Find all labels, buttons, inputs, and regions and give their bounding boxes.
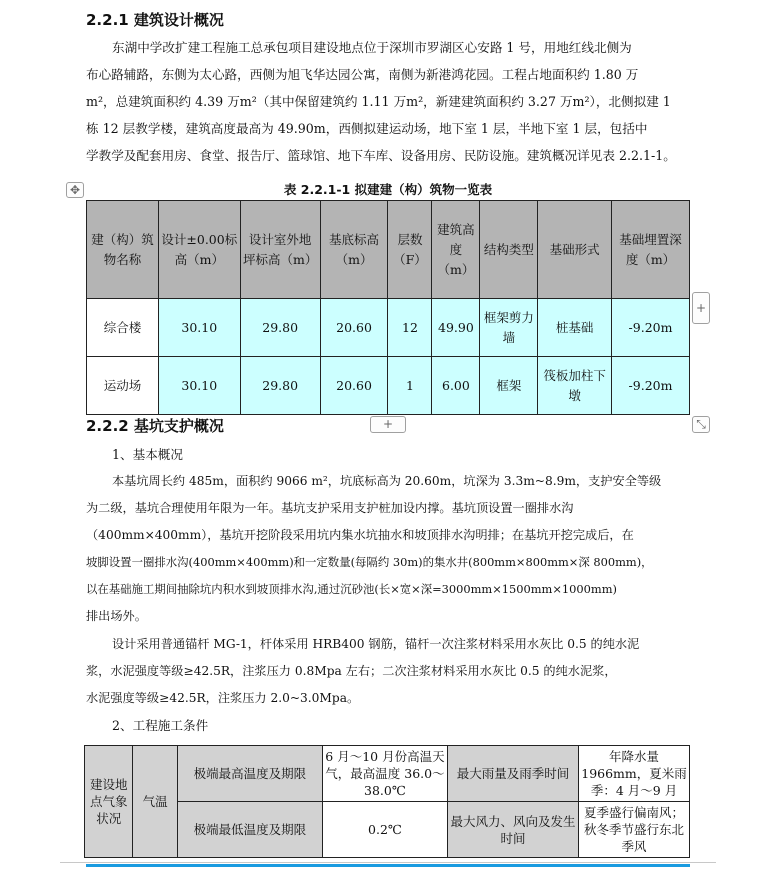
- header-cell: 设计室外地坪标高（m）: [240, 201, 320, 299]
- table-cell: 1: [388, 357, 432, 415]
- paragraph-line: m²，总建筑面积约 4.39 万m²（其中保留建筑约 1.11 万m²，新建建筑面积约 3.27 万m²），北侧拟建 1: [86, 94, 671, 109]
- paragraph-line: 水泥强度等级≥42.5R，注浆压力 2.0~3.0Mpa。: [86, 691, 360, 705]
- paragraph-line: 以在基础施工期间抽除坑内积水到坡顶排水沟,通过沉砂池(长×宽×深=3000mm×1500mm×1000mm): [86, 582, 617, 596]
- paragraph-line: 布心路辅路，东侧为太心路，西侧为旭飞华达园公寓，南侧为新港鸿花园。工程占地面积约 1.80 万: [86, 67, 639, 82]
- table-caption: 表 2.2.1-1 拟建建（构）筑物一览表: [283, 182, 493, 197]
- table-row: [85, 746, 690, 802]
- table-row: [87, 357, 690, 415]
- buildings-table: [86, 200, 690, 415]
- table-cell: 框架剪力墙: [480, 299, 538, 357]
- table-cell: 极端最低温度及期限: [177, 802, 322, 858]
- table-resize-handle-icon[interactable]: ⤡: [692, 416, 710, 433]
- paragraph-line: 坡脚设置一圈排水沟(400mm×400mm)和一定数量(每隔约 30m)的集水井(800mm×800mm×深 800mm)，: [86, 555, 653, 569]
- paragraph-line: 栋 12 层教学楼，建筑高度最高为 49.90m，西侧拟建运动场，地下室 1 层，半地下室 1 层，包括中: [86, 121, 648, 136]
- paragraph-line: 东湖中学改扩建工程施工总承包项目建设地点位于深圳市罗湖区心安路 1 号，用地红线北侧为: [112, 40, 632, 55]
- table-cell: 桩基础: [538, 299, 612, 357]
- table-cell: 框架: [480, 357, 538, 415]
- paragraph-line: 本基坑周长约 485m，面积约 9066 m²，坑底标高为 20.60m，坑深为 3.3m~8.9m，支护安全等级: [112, 474, 662, 488]
- paragraph-building-overview: [86, 34, 690, 169]
- paragraph-line: 排出场外。: [86, 609, 147, 623]
- table-cell: -9.20m: [612, 299, 690, 357]
- page-edge-divider: [60, 862, 716, 863]
- header-cell: 层数（F）: [388, 201, 432, 299]
- paragraph-line: （400mm×400mm），基坑开挖阶段采用坑内集水坑抽水和坡顶排水沟明排；在基坑开挖完成后，在: [86, 528, 634, 542]
- table-cell: 30.10: [158, 357, 240, 415]
- paragraph-anchor-design: [86, 631, 690, 712]
- table-row: [87, 299, 690, 357]
- table-cell: 夏季盛行偏南风；秋冬季节盛行东北季风: [579, 802, 690, 858]
- table-move-handle-icon[interactable]: ✥: [66, 182, 84, 198]
- paragraph-line: 设计采用普通锚杆 MG-1，杆体采用 HRB400 钢筋，锚杆一次注浆材料采用水灰比 0.5 的纯水泥: [112, 637, 640, 651]
- section-title-2-2-1: 2.2.1 建筑设计概况: [86, 11, 224, 29]
- table-cell: 极端最高温度及期限: [177, 746, 322, 802]
- subsection-label-basic: 1、基本概况: [112, 447, 183, 462]
- table-cell: 6 月～10 月份高温天气，最高温度 36.0～38.0℃: [322, 746, 447, 802]
- weather-conditions-table: [84, 745, 690, 858]
- table-cell: 6.00: [432, 357, 480, 415]
- table-cell: 运动场: [87, 357, 159, 415]
- paragraph-line: 浆，水泥强度等级≥42.5R，注浆压力 0.8Mpa 左右；二次注浆材料采用水灰比 0.5 的纯水泥浆，: [86, 664, 617, 678]
- table-cell: 20.60: [320, 299, 388, 357]
- selection-bar: [86, 864, 690, 867]
- add-row-button[interactable]: +: [370, 416, 406, 433]
- header-cell: 基础形式: [538, 201, 612, 299]
- section-title-2-2-2: 2.2.2 基坑支护概况: [86, 417, 224, 435]
- table-cell: 12: [388, 299, 432, 357]
- subsection-label-conditions: 2、工程施工条件: [112, 718, 209, 733]
- header-cell: 建（构）筑物名称: [87, 201, 159, 299]
- table-cell: 20.60: [320, 357, 388, 415]
- table-cell: 0.2℃: [322, 802, 447, 858]
- table-cell: 最大风力、风向及发生时间: [447, 802, 578, 858]
- header-cell: 基底标高（m）: [320, 201, 388, 299]
- table-cell: 建设地点气象状况: [85, 746, 133, 858]
- header-cell: 结构类型: [480, 201, 538, 299]
- paragraph-line: 为二级，基坑合理使用年限为一年。基坑支护采用支护桩加设内撑。基坑顶设置一圈排水沟: [86, 501, 574, 515]
- table-cell: 最大雨量及雨季时间: [447, 746, 578, 802]
- header-cell: 设计±0.00标高（m）: [158, 201, 240, 299]
- table-cell: 综合楼: [87, 299, 159, 357]
- header-cell: 建筑高度（m）: [432, 201, 480, 299]
- table-cell: 气温: [133, 746, 177, 858]
- table-cell: 29.80: [240, 357, 320, 415]
- table-cell: 29.80: [240, 299, 320, 357]
- table-header-row: [87, 201, 690, 299]
- header-cell: 基础埋置深度（m）: [612, 201, 690, 299]
- table-cell: -9.20m: [612, 357, 690, 415]
- table-cell: 49.90: [432, 299, 480, 357]
- add-column-button[interactable]: +: [692, 292, 710, 324]
- table-cell: 30.10: [158, 299, 240, 357]
- paragraph-pit-overview: [86, 468, 690, 630]
- paragraph-line: 学教学及配套用房、食堂、报告厅、篮球馆、地下车库、设备用房、民防设施。建筑概况详见表 2.2.1-1。: [86, 148, 676, 163]
- table-cell: 筏板加柱下墩: [538, 357, 612, 415]
- table-cell: 年降水量 1966mm，夏米雨季：4 月～9 月: [579, 746, 690, 802]
